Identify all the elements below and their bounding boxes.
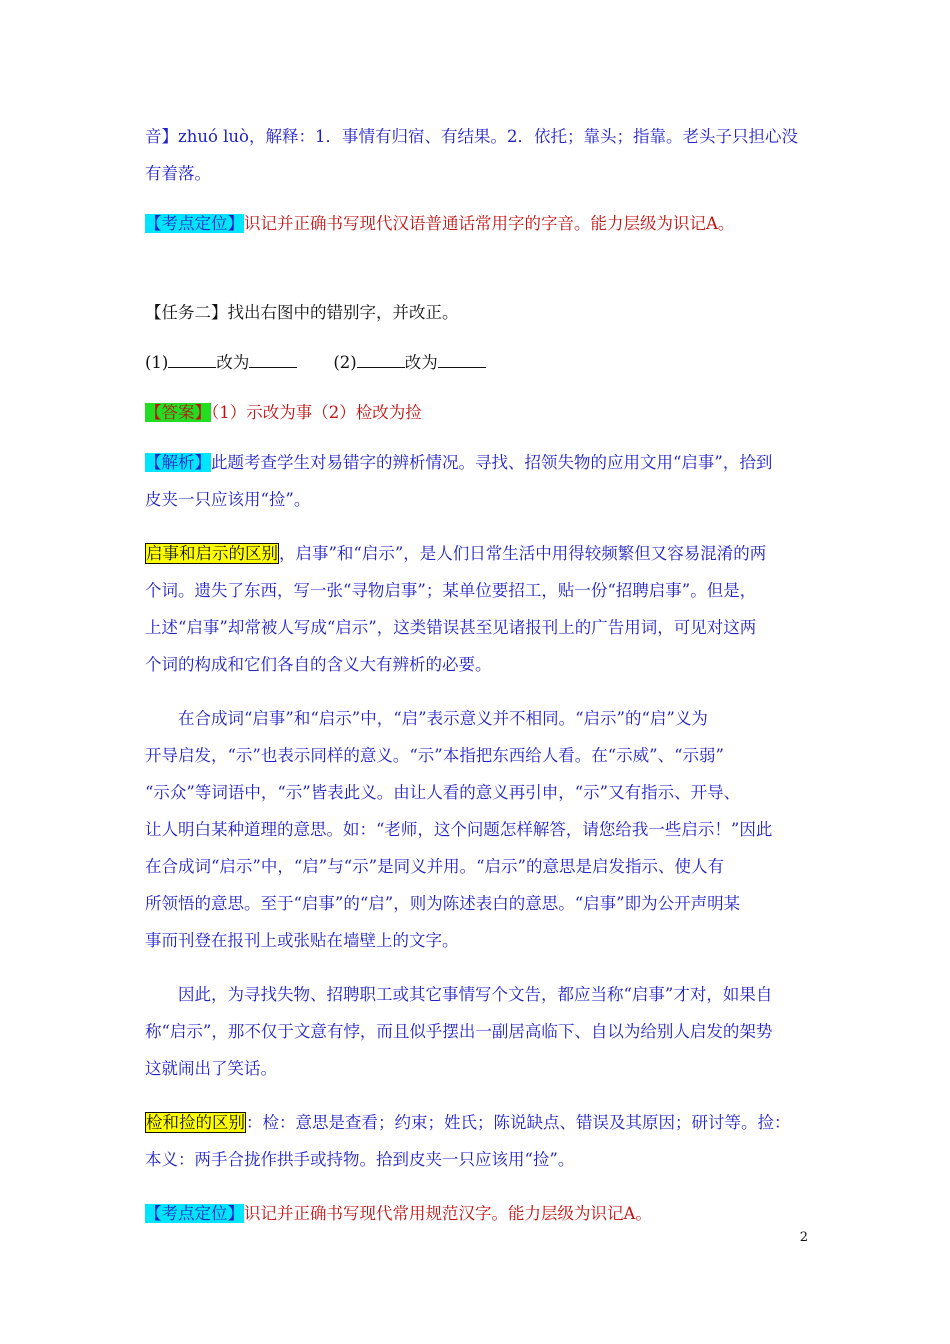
blank-field[interactable] [357,351,405,368]
exam-point-tag: 【考点定位】 [145,1204,244,1223]
blank-field[interactable] [438,351,486,368]
difference-jian-paragraph [145,1104,810,1178]
blank-field[interactable] [249,351,297,368]
compound-word-paragraph [145,700,810,959]
text-line: 此题考查学生对易错字的辨析情况。寻找、招领失物的应用文用“启事”，拾到 [211,453,773,472]
text-line: ：检：意思是查看；约束；姓氏；陈说缺点、错误及其原因；研讨等。捡： [246,1113,791,1132]
conclusion-paragraph [145,976,810,1087]
text-line: 本义：两手合拢作拱手或持物。拾到皮夹一只应该用“捡”。 [145,1150,575,1169]
text-line: 个词。遗失了东西，写一张“寻物启事”；某单位要招工，贴一份“招聘启事”。但是， [145,581,757,600]
document-body [145,118,810,1232]
text-line: “示众”等词语中，“示”皆表此义。由让人看的意义再引申，“示”又有指示、开导、 [145,783,741,802]
analysis-tag: 【解析】 [145,453,211,472]
text-line: 这就闹出了笑话。 [145,1059,277,1078]
text-line: 事而刊登在报刊上或张贴在墙壁上的文字。 [145,931,459,950]
item-number: (1) [145,353,169,372]
difference-tag: 启事和启示的区别 [146,544,278,563]
text-line: 上述“启事”却常被人写成“启示”，这类错误甚至见诸报刊上的广告用词，可见对这两 [145,618,757,637]
pronunciation-explanation [145,118,810,192]
item-connector: 改为 [216,353,250,372]
answer [145,394,810,431]
text-line: 让人明白某种道理的意思。如：“老师，这个问题怎样解答，请您给我一些启示！”因此 [145,820,773,839]
text-line: 所领悟的意思。至于“启事”的“启”，则为陈述表白的意思。“启事”即为公开声明某 [145,894,741,913]
page-number: 2 [799,1230,808,1245]
answer-text: （1）示改为事（2）检改为捡 [211,403,422,422]
exam-point-1 [145,205,810,242]
exam-point-2 [145,1195,810,1232]
analysis [145,444,810,518]
exam-point-tag: 【考点定位】 [145,214,244,233]
text-line: 在合成词“启示”中，“启”与“示”是同义并用。“启示”的意思是启发指示、使人有 [145,857,724,876]
text-line: 音】zhuó luò，解释：1．事情有归宿、有结果。2．依托；靠头；指靠。老头子只担心没 [145,127,798,146]
text-line: 皮夹一只应该用“捡”。 [145,490,311,509]
text-line: 有着落。 [145,164,211,183]
text-line: 称“启示”，那不仅于文意有悖，而且似乎摆出一副居高临下、自以为给别人启发的架势 [145,1022,773,1041]
text-line: ，启事”和“启示”，是人们日常生活中用得较频繁但又容易混淆的两 [279,544,767,563]
text-line: 因此，为寻找失物、招聘职工或其它事情写个文告，都应当称“启事”才对，如果自 [178,985,773,1004]
difference-tag: 检和捡的区别 [146,1113,245,1132]
difference-qishi-paragraph [145,535,810,683]
text-line: 个词的构成和它们各自的含义大有辨析的必要。 [145,655,492,674]
text-line: 在合成词“启事”和“启示”中，“启”表示意义并不相同。“启示”的“启”义为 [178,709,708,728]
item-connector: 改为 [404,353,438,372]
task-two-heading: 【任务二】找出右图中的错别字，并改正。 [145,303,459,322]
exam-point-text: 识记并正确书写现代常用规范汉字。能力层级为识记A。 [244,1204,652,1223]
item-number: (2) [333,353,357,372]
blank-field[interactable] [168,351,216,368]
fill-in-blanks [145,344,810,381]
text-line: 开导启发，“示”也表示同样的意义。“示”本指把东西给人看。在“示威”、“示弱” [145,746,724,765]
answer-tag: 【答案】 [145,403,211,422]
exam-point-text: 识记并正确书写现代汉语普通话常用字的字音。能力层级为识记A。 [244,214,735,233]
